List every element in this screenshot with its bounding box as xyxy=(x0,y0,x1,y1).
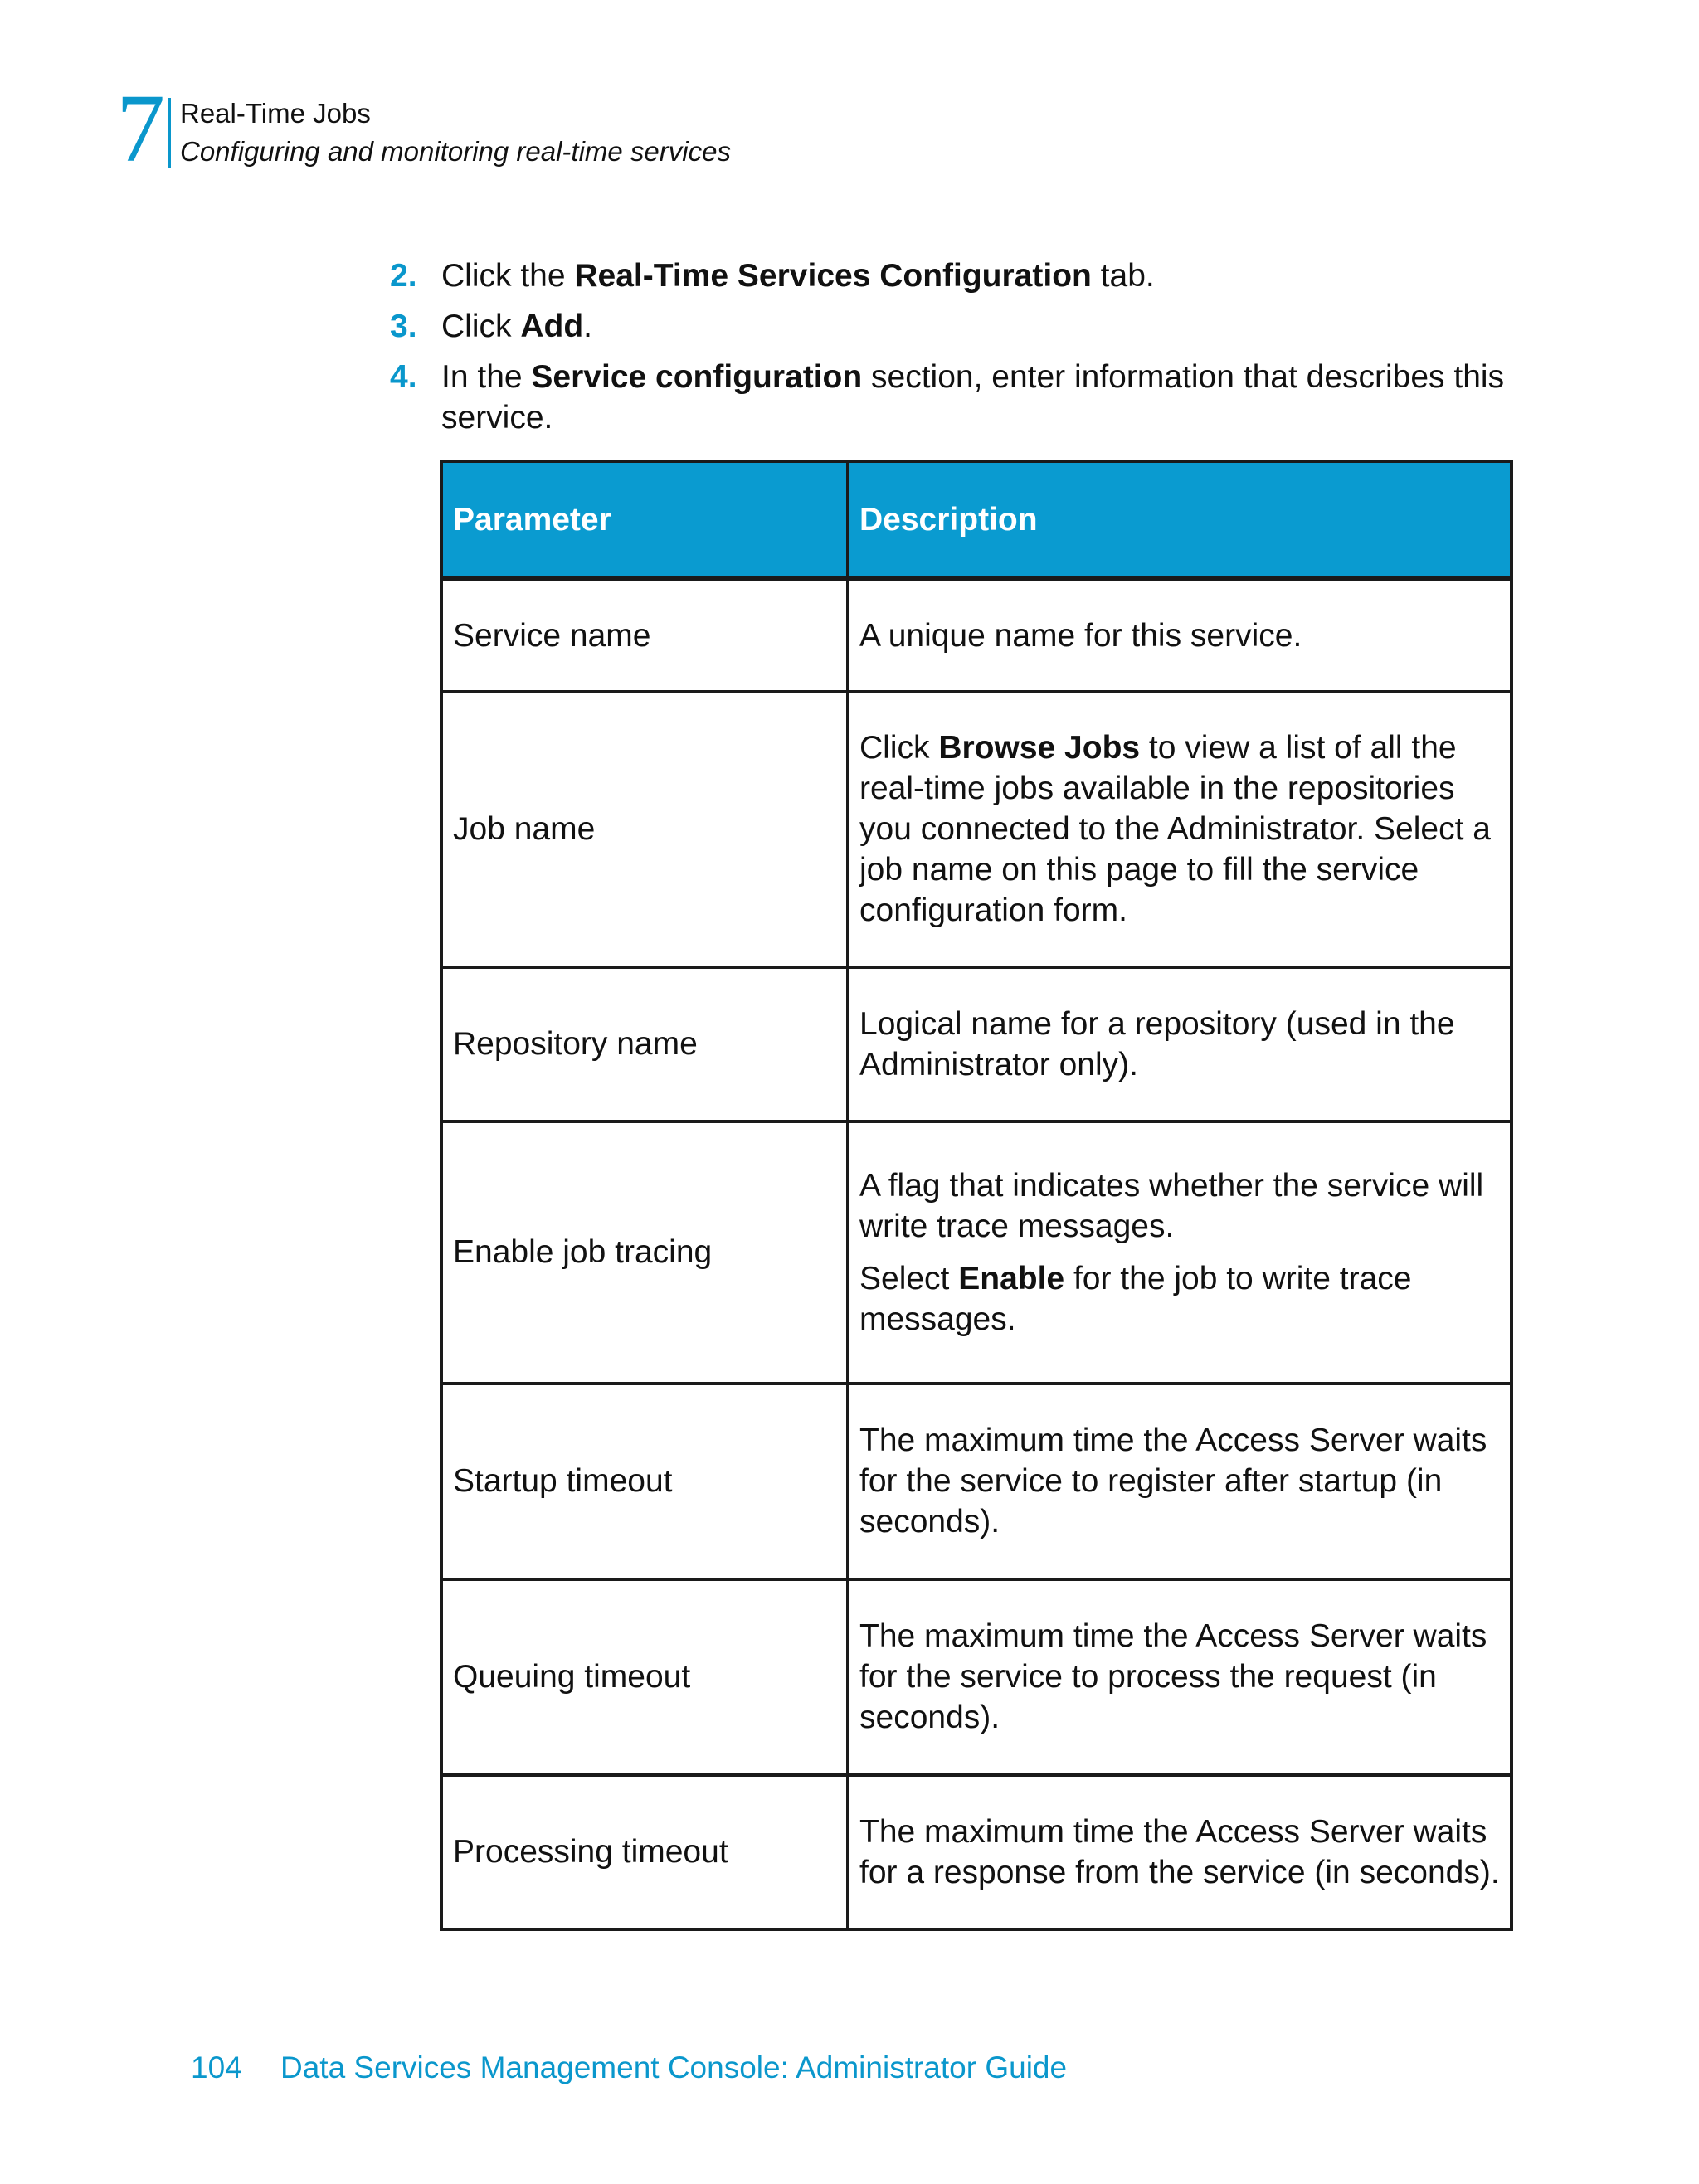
desc-paragraph xyxy=(859,1812,1500,1893)
step-item xyxy=(390,306,1535,347)
step-text: Click xyxy=(441,309,521,344)
step-emphasis: Service configuration xyxy=(531,359,863,395)
table-row xyxy=(441,1384,1512,1579)
step-text: tab. xyxy=(1091,258,1155,294)
table-row xyxy=(441,1579,1512,1775)
step-text: In the xyxy=(441,359,532,395)
param-cell: Startup timeout xyxy=(441,1384,848,1579)
step-emphasis: Real-Time Services Configuration xyxy=(574,258,1092,294)
desc-paragraph xyxy=(859,615,1500,656)
column-header-description: Description xyxy=(848,461,1512,579)
step-item xyxy=(390,255,1535,296)
desc-cell xyxy=(848,1384,1512,1579)
parameter-table xyxy=(440,460,1513,1931)
desc-cell xyxy=(848,692,1512,967)
table-row xyxy=(441,692,1512,967)
step-number: 3. xyxy=(390,309,417,344)
step-number: 2. xyxy=(390,258,417,294)
desc-text: The maximum time the Access Server waits for a response from the service (in seconds). xyxy=(859,1813,1500,1890)
chapter-title: Real-Time Jobs xyxy=(180,98,371,129)
desc-paragraph xyxy=(859,1616,1500,1738)
desc-emphasis: Enable xyxy=(958,1260,1065,1296)
desc-cell xyxy=(848,579,1512,692)
desc-text: A flag that indicates whether the service will write trace messages. xyxy=(859,1167,1484,1244)
desc-text: Select xyxy=(859,1260,959,1296)
desc-cell xyxy=(848,1579,1512,1775)
step-number: 4. xyxy=(390,359,417,395)
table-row xyxy=(441,579,1512,692)
desc-cell xyxy=(848,967,1512,1121)
chapter-divider xyxy=(168,98,171,168)
desc-text: to view a list of all the real-time jobs available in the repositories you connected to the Administrator. Select a job name on this page to fill the service configuration form. xyxy=(859,730,1491,928)
desc-emphasis: Browse Jobs xyxy=(938,730,1141,766)
column-header-parameter: Parameter xyxy=(441,461,848,579)
param-cell: Enable job tracing xyxy=(441,1121,848,1384)
step-text: Click the xyxy=(441,258,575,294)
page-number: 104 xyxy=(191,2050,242,2084)
desc-text: A unique name for this service. xyxy=(859,617,1302,654)
step-text: . xyxy=(583,309,592,344)
desc-text: Click xyxy=(859,730,939,766)
desc-paragraph xyxy=(859,1004,1500,1085)
table-row xyxy=(441,967,1512,1121)
param-cell: Repository name xyxy=(441,967,848,1121)
desc-paragraph xyxy=(859,727,1500,931)
step-text: section, enter information that describes this service. xyxy=(441,359,1505,435)
table-header-row xyxy=(441,461,1512,579)
desc-paragraph xyxy=(859,1165,1500,1247)
desc-text: Logical name for a repository (used in the Administrator only). xyxy=(859,1005,1455,1082)
desc-paragraph xyxy=(859,1420,1500,1542)
chapter-number: 7 xyxy=(116,74,165,182)
desc-cell xyxy=(848,1121,1512,1384)
param-cell: Job name xyxy=(441,692,848,967)
step-emphasis: Add xyxy=(520,309,584,344)
param-cell: Processing timeout xyxy=(441,1775,848,1929)
book-title: Data Services Management Console: Administrator Guide xyxy=(280,2050,1068,2084)
param-cell: Queuing timeout xyxy=(441,1579,848,1775)
page-footer xyxy=(191,2049,1067,2087)
steps-list xyxy=(390,255,1535,448)
table-row xyxy=(441,1775,1512,1929)
table-row xyxy=(441,1121,1512,1384)
desc-text: The maximum time the Access Server waits for the service to process the request (in seconds). xyxy=(859,1618,1487,1735)
desc-text: The maximum time the Access Server waits for the service to register after startup (in seconds). xyxy=(859,1423,1487,1540)
step-item xyxy=(390,357,1535,438)
desc-paragraph xyxy=(859,1258,1500,1340)
desc-cell xyxy=(848,1775,1512,1929)
desc-text: for the job to write trace messages. xyxy=(859,1260,1412,1337)
param-cell: Service name xyxy=(441,579,848,692)
section-title: Configuring and monitoring real-time services xyxy=(180,136,731,167)
